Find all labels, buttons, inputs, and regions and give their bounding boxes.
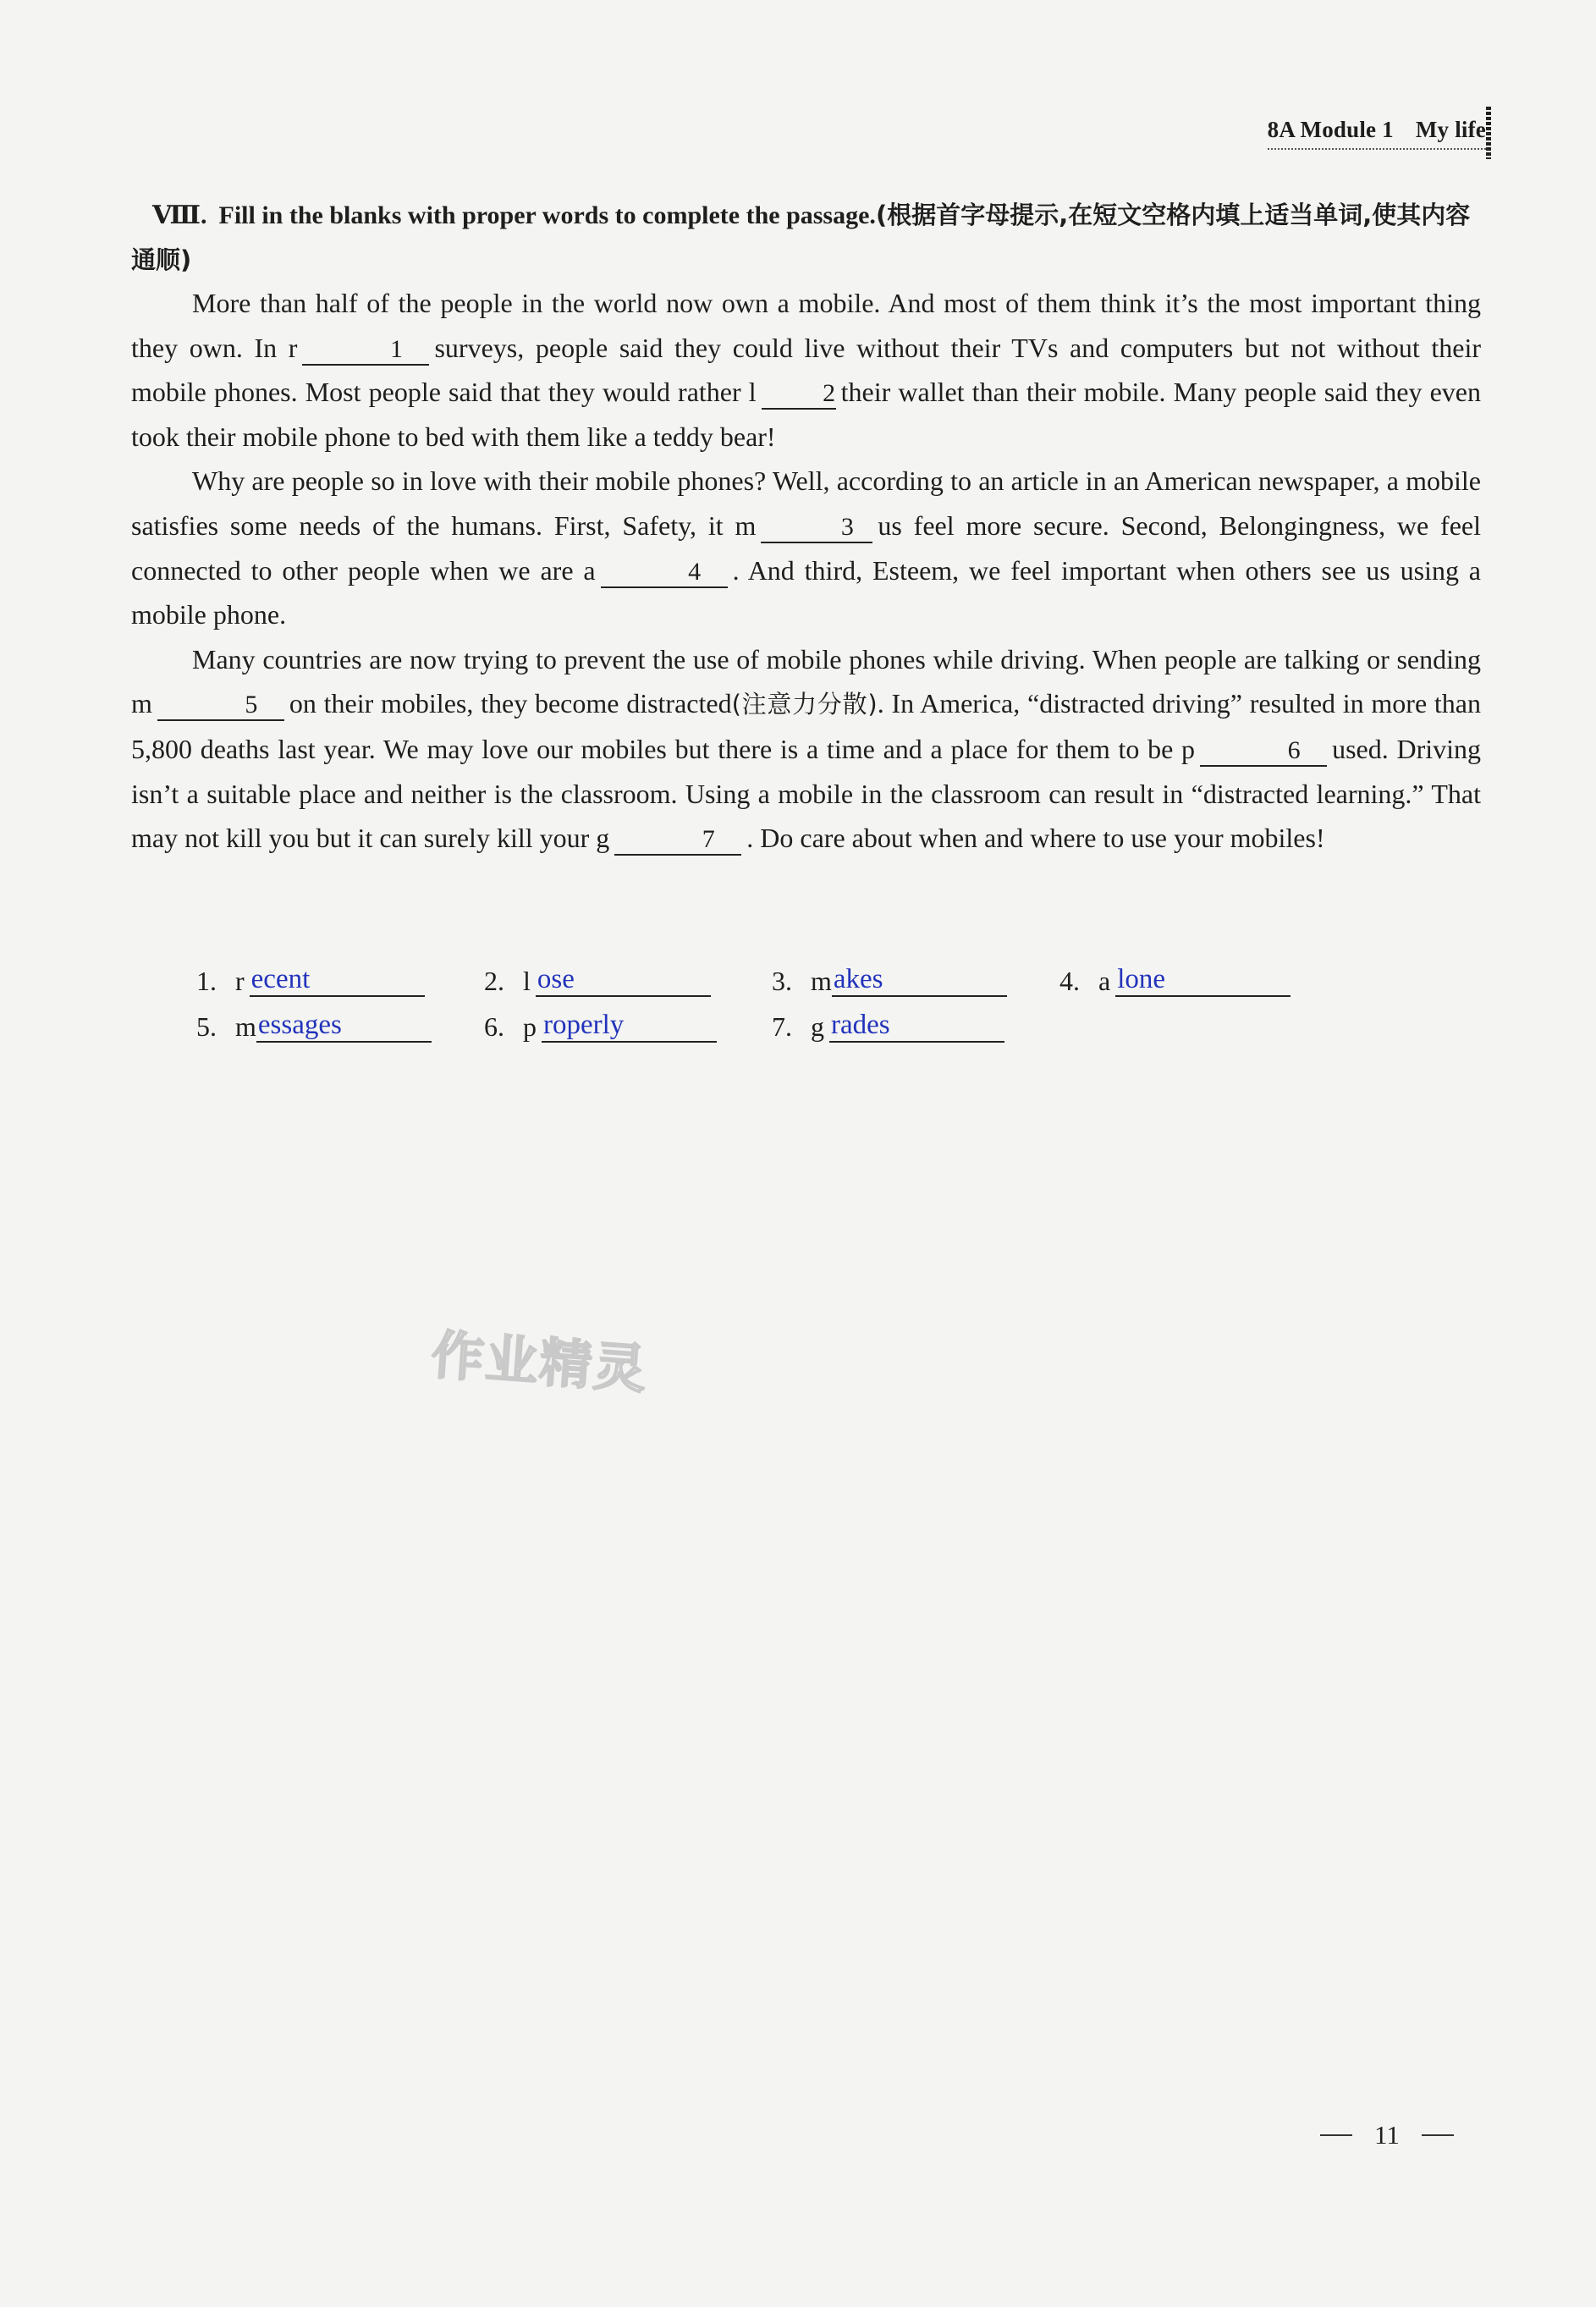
answer-number: 7. [772, 1011, 792, 1042]
answer-hint: m [811, 966, 832, 996]
blank-1: 1 [302, 335, 429, 366]
answer-number: 3. [772, 966, 792, 996]
answer-hint: g [811, 1011, 824, 1042]
passage-text: . Do care about when and where to use your mobiles! [746, 823, 1325, 854]
answer-item [196, 963, 484, 997]
answer-item [1059, 963, 1347, 997]
answer-item [772, 963, 1059, 997]
passage-text: their wallet than their mobile. Many people said they even took their mobile phone to bed with them like a teddy bear! [131, 377, 1481, 452]
passage-text: Why are people so in love with their mobile phones? Well, according to an article in an American newspaper, a mobile satisfies some needs of the humans. First, Safety, it m [131, 465, 1481, 541]
passage [131, 281, 1481, 861]
page-number [1320, 2120, 1454, 2150]
answer-row [196, 951, 1381, 997]
answer-fill: rades [829, 1009, 1004, 1043]
answer-row [196, 997, 1381, 1043]
dash-right [1422, 2134, 1454, 2136]
paragraph-2 [131, 459, 1481, 636]
page-number-value: 11 [1374, 2120, 1400, 2150]
passage-text: used. Driving isn’t a suitable place and neither is the classroom. Using a mobile in the classroom can result in “distracted learning.” That may not kill you but it can surely kill your g [131, 733, 1482, 854]
answer-hint: m [235, 1011, 256, 1042]
blank-6: 6 [1200, 736, 1327, 767]
answer-hint: r [235, 966, 245, 996]
answer-number: 6. [484, 1011, 504, 1042]
section-instruction-en: Fill in the blanks with proper words to complete the passage. [218, 201, 876, 229]
answer-fill: ecent [250, 963, 425, 997]
running-header [1268, 117, 1486, 150]
answer-item [484, 1009, 772, 1043]
header-topic: My life [1415, 117, 1486, 142]
passage-text-zh: (注意力分散) [731, 690, 878, 719]
answer-item [484, 963, 772, 997]
section-instruction-zh: (根据首字母提示,在短文空格内填上适当单词,使其内容通顺) [131, 201, 1471, 274]
answer-number: 4. [1059, 966, 1080, 996]
answer-number: 1. [196, 966, 217, 996]
passage-text: . In America, “distracted driving” resulted in more than 5,800 deaths last year. We may love our mobiles but there is a time and a place for them to be p [131, 688, 1482, 764]
answer-fill: roperly [542, 1009, 717, 1043]
blank-3: 3 [761, 513, 872, 543]
answer-number: 5. [196, 1011, 217, 1042]
header-module: 8A Module 1 [1267, 117, 1394, 142]
answer-hint: l [523, 966, 531, 996]
answer-number: 2. [484, 966, 504, 996]
passage-text: surveys, people said they could live without their TVs and computers but not without their mobile phones. Most people said that they would rather l [131, 332, 1482, 408]
dash-left [1320, 2134, 1352, 2136]
passage-text: on their mobiles, they become distracted [289, 688, 732, 719]
passage-text: us feel more secure. Second, Belongingness, we feel connected to other people when we are a [131, 509, 1482, 586]
blank-2: 2 [762, 379, 836, 410]
answer-key [196, 951, 1381, 1043]
answer-fill: essages [256, 1009, 432, 1043]
section-numeral: Ⅷ. [152, 201, 207, 229]
watermark-logo: 作业精灵 [429, 1324, 650, 1401]
passage-text: . And third, Esteem, we feel important when others see us using a mobile phone. [131, 554, 1482, 630]
blank-7: 7 [614, 825, 741, 856]
blank-5: 5 [157, 691, 284, 721]
passage-text: Many countries are now trying to prevent the use of mobile phones while driving. When people are talking or sending m [131, 643, 1481, 719]
answer-fill: akes [832, 963, 1007, 997]
passage-text: More than half of the people in the world now own a mobile. And most of them think it’s the most important thing they own. In r [131, 288, 1481, 363]
answer-item [772, 1009, 1059, 1043]
header-edge-bar [1486, 107, 1491, 159]
paragraph-1 [131, 281, 1481, 459]
blank-4: 4 [601, 558, 728, 588]
answer-item [196, 1009, 484, 1043]
answer-fill: ose [536, 963, 711, 997]
answer-hint: p [523, 1011, 537, 1042]
answer-fill: lone [1115, 963, 1291, 997]
section-heading [131, 193, 1481, 283]
answer-hint: a [1098, 966, 1111, 996]
paragraph-3 [131, 637, 1481, 861]
